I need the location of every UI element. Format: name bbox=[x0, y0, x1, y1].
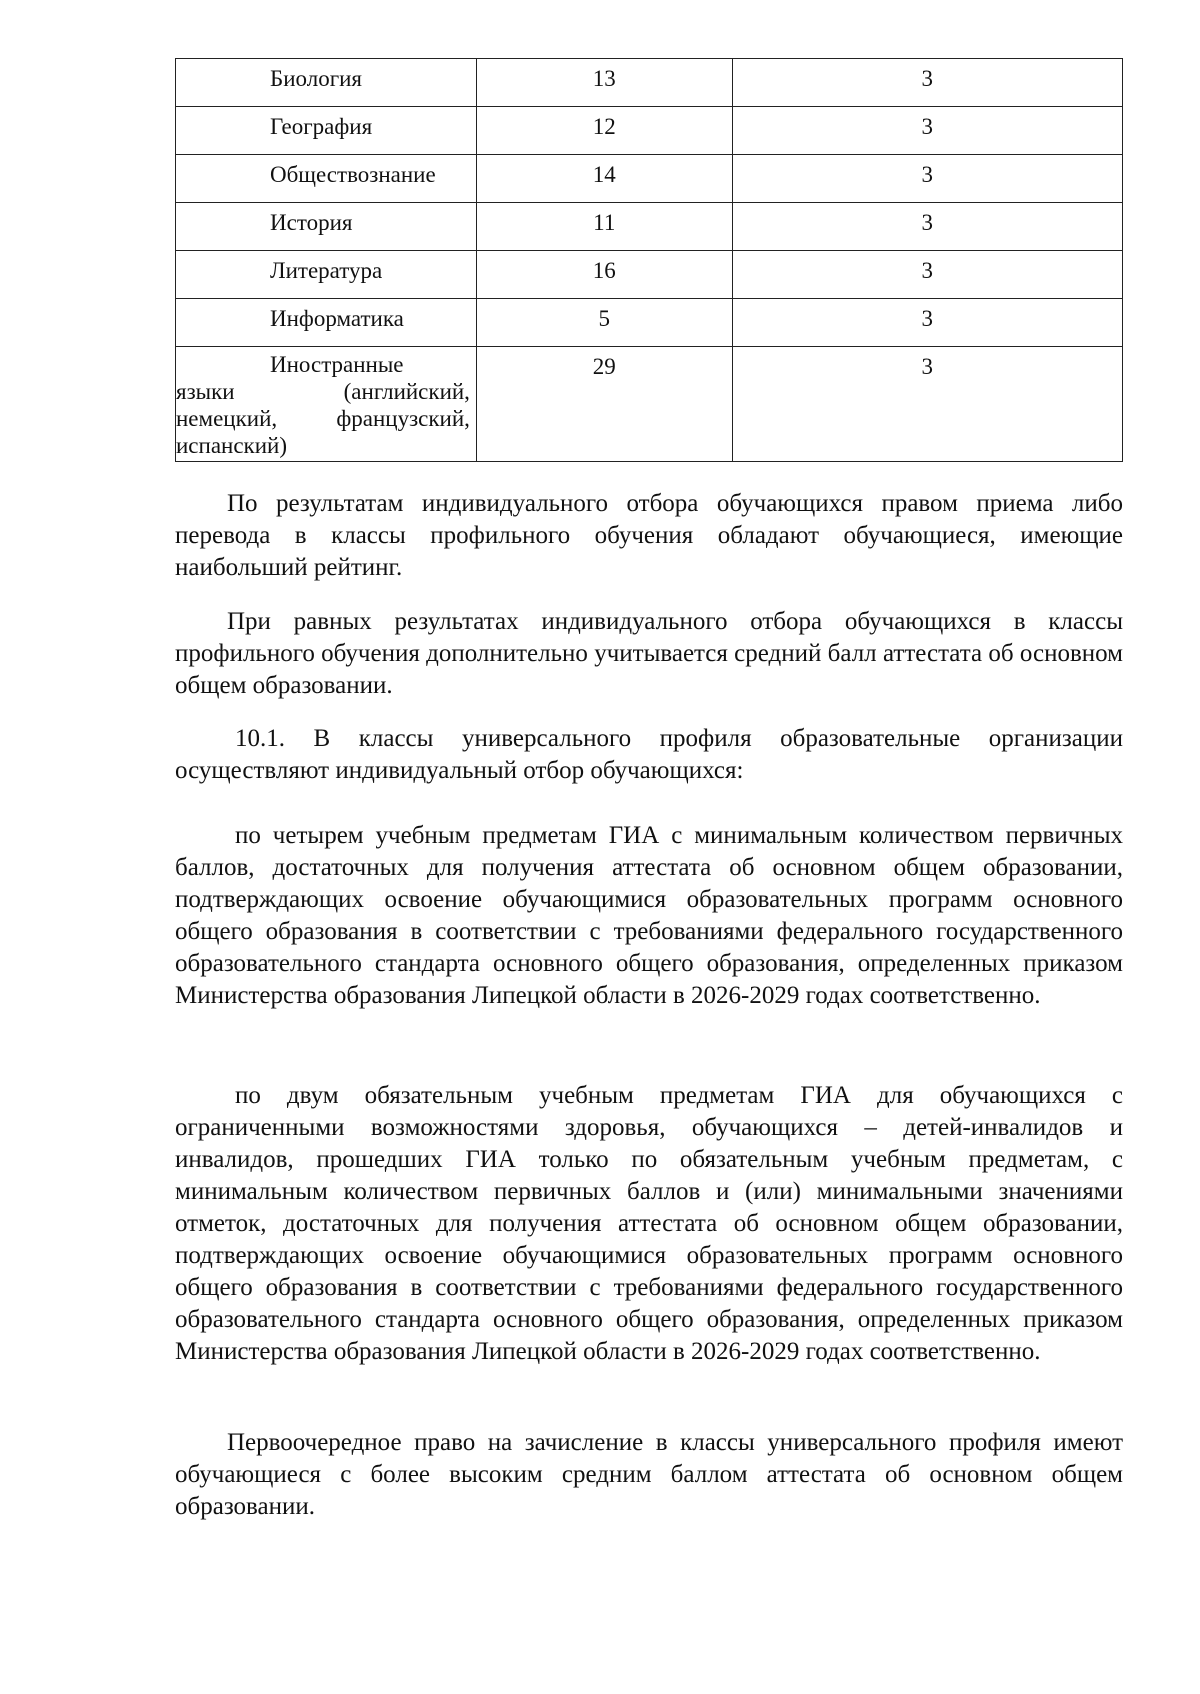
value-b: 3 bbox=[732, 107, 1122, 155]
paragraph-equal-results: При равных результатах индивидуального отбора обучающихся в классы профильного обучения дополнительно учитывается средний балл аттестата об основном общем образовании. bbox=[175, 608, 1123, 699]
value-a: 29 bbox=[476, 347, 732, 462]
table-row bbox=[176, 155, 1123, 203]
subjects-table bbox=[175, 58, 1123, 462]
subject-name-first-line: Иностранные bbox=[270, 352, 404, 377]
paragraph-four-subjects: по четырем учебным предметам ГИА с минимальным количеством первичных баллов, достаточных для получения аттестата об основном общем образовании, подтверждающих освоение обучающимися образовательных программ основного общего образования в соответствии с требованиями федерального государственного образовательного стандарта основного общего образования, определенных приказом Министерства образования Липецкой области в 2026-2029 годах соответственно. bbox=[175, 822, 1123, 1009]
table-row bbox=[176, 203, 1123, 251]
value-a: 14 bbox=[476, 155, 732, 203]
value-b: 3 bbox=[732, 155, 1122, 203]
subject-name: Литература bbox=[270, 258, 383, 283]
table-row bbox=[176, 107, 1123, 155]
paragraph-rating: По результатам индивидуального отбора обучающихся правом приема либо перевода в классы профильного обучения обладают обучающиеся, имеющие наибольший рейтинг. bbox=[175, 490, 1123, 581]
value-b: 3 bbox=[732, 59, 1122, 107]
table-row bbox=[176, 347, 1123, 462]
paragraph-universal-profile: 10.1. В классы универсального профиля образовательные организации осуществляют индивидуальный отбор обучающихся: bbox=[175, 725, 1123, 784]
paragraph-two-subjects: по двум обязательным учебным предметам ГИА для обучающихся с ограниченными возможностями здоровья, обучающихся – детей-инвалидов и инвалидов, прошедших ГИА только по обязательным учебным предметам, с минимальным количеством первичных баллов и (или) минимальными значениями отметок, достаточных для получения аттестата об основном общем образовании, подтверждающих освоение обучающимися образовательных программ основного общего образования в соответствии с требованиями федерального государственного образовательного стандарта основного общего образования, определенных приказом Министерства образования Липецкой области в 2026-2029 годах соответственно. bbox=[175, 1082, 1123, 1365]
value-a: 16 bbox=[476, 251, 732, 299]
table-row bbox=[176, 251, 1123, 299]
value-b: 3 bbox=[732, 347, 1122, 462]
value-b: 3 bbox=[732, 299, 1122, 347]
table-row bbox=[176, 59, 1123, 107]
value-a: 5 bbox=[476, 299, 732, 347]
subject-name: География bbox=[270, 114, 373, 139]
subject-name-rest: языки (английский, немецкий, французский, испанский) bbox=[176, 379, 470, 458]
table-row bbox=[176, 299, 1123, 347]
subject-name: Обществознание bbox=[270, 162, 436, 187]
subject-name-multiline bbox=[176, 347, 476, 461]
value-a: 12 bbox=[476, 107, 732, 155]
paragraph-priority-right: Первоочередное право на зачисление в классы универсального профиля имеют обучающиеся с более высоким средним баллом аттестата об основном общем образовании. bbox=[175, 1429, 1123, 1520]
subject-name: Информатика bbox=[270, 306, 404, 331]
value-b: 3 bbox=[732, 251, 1122, 299]
subject-name: История bbox=[270, 210, 353, 235]
value-a: 13 bbox=[476, 59, 732, 107]
subject-name: Биология bbox=[270, 66, 363, 91]
value-a: 11 bbox=[476, 203, 732, 251]
value-b: 3 bbox=[732, 203, 1122, 251]
